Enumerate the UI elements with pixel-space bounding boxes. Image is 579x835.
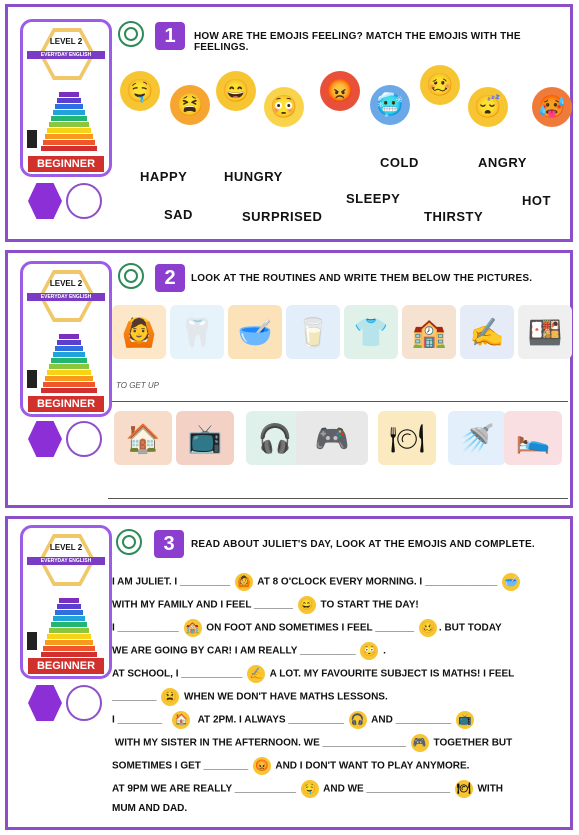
cold-face-icon[interactable]: 🥶 [370, 85, 410, 125]
feeling-word-angry[interactable]: ANGRY [478, 155, 527, 170]
everyday-english-banner: EVERYDAY ENGLISH [27, 51, 105, 59]
story-text-segment: AND WE _______________ [320, 783, 453, 795]
level-badge [20, 19, 112, 177]
stair-step [51, 116, 87, 121]
climber-icon [27, 370, 37, 388]
feeling-word-hot[interactable]: HOT [522, 193, 551, 208]
story-text-segment: AT SCHOOL, I ___________ [112, 668, 246, 680]
homework-icon: ✍ [460, 305, 514, 359]
story-text-segment: WITH [474, 783, 504, 795]
grinning-face-icon: 😄 [298, 596, 316, 614]
climber-icon [27, 130, 37, 148]
sleeping-girl-icon: 🛌 [504, 411, 562, 465]
lunch-box-icon: 🍱 [518, 305, 572, 359]
stair-step [55, 610, 83, 615]
story-line [112, 642, 386, 660]
school-icon: 🏫 [184, 619, 202, 637]
stairs-icon [41, 92, 97, 152]
house-icon: 🏠 [172, 711, 190, 729]
listening-music-icon: 🎧 [349, 711, 367, 729]
story-text-segment: ________ [112, 691, 160, 703]
flushed-face-icon[interactable]: 😳 [264, 87, 304, 127]
beginner-label: BEGINNER [28, 396, 104, 412]
stair-step [47, 128, 91, 133]
stair-step [45, 640, 93, 645]
level-label: LEVEL 2 [49, 543, 83, 552]
feeling-word-thirsty[interactable]: THIRSTY [424, 209, 484, 224]
tired-face-icon[interactable]: 😫 [170, 85, 210, 125]
section-2-panel [5, 250, 573, 508]
climber-icon [27, 632, 37, 650]
game-console-icon: 🎮 [411, 734, 429, 752]
stair-step [59, 334, 79, 339]
story-text-segment: . BUT TODAY [438, 622, 502, 634]
stair-step [55, 346, 83, 351]
waking-up-icon: 🙆 [112, 305, 166, 359]
stairs-icon [41, 334, 97, 394]
stair-step [41, 146, 97, 151]
story-line [112, 573, 522, 591]
everyday-english-banner: EVERYDAY ENGLISH [27, 293, 105, 301]
story-text-segment: AT 8 O'CLOCK EVERY MORNING. I _____________ [254, 576, 501, 588]
feeling-word-happy[interactable]: HAPPY [140, 169, 188, 184]
story-text-segment: AND I DON'T WANT TO PLAY ANYMORE. [272, 760, 470, 772]
story-text-segment: . [380, 645, 386, 657]
feeling-word-hungry[interactable]: HUNGRY [224, 169, 283, 184]
beginner-label: BEGINNER [28, 658, 104, 674]
instruction-text: HOW ARE THE EMOJIS FEELING? MATCH THE EMOJIS WITH THE FEELINGS. [194, 31, 521, 53]
story-line [112, 665, 514, 683]
section-3-panel [5, 516, 573, 830]
drooling-face-icon: 🤤 [301, 780, 319, 798]
exercise-number: 2 [155, 264, 185, 292]
stair-step [47, 370, 91, 375]
answer-line-1[interactable] [112, 401, 568, 402]
story-line [112, 734, 512, 752]
listening-music-icon: 🎧 [246, 411, 304, 465]
stair-step [57, 604, 81, 609]
stair-step [57, 340, 81, 345]
television-icon: 📺 [456, 711, 474, 729]
story-text-segment: TOGETHER BUT [430, 737, 513, 749]
stairs-icon [41, 598, 97, 658]
cereal-bowl-icon: 🥣 [502, 573, 520, 591]
stair-step [53, 110, 85, 115]
story-line [112, 803, 187, 814]
angry-face-icon: 😡 [253, 757, 271, 775]
story-text-segment: WE ARE GOING BY CAR! I AM REALLY __________ [112, 645, 359, 657]
section-1-panel [5, 4, 573, 242]
game-console-icon: 🎮 [296, 411, 368, 465]
story-line [112, 619, 502, 637]
level-badge [20, 261, 112, 417]
story-line [112, 780, 503, 798]
story-text-segment: WITH MY SISTER IN THE AFTERNOON. WE _______________ [112, 737, 409, 749]
dinner-night-icon: 🍽 [378, 411, 436, 465]
homework-icon: ✍ [247, 665, 265, 683]
tongue-out-face-icon: 🥴 [419, 619, 437, 637]
television-icon: 📺 [176, 411, 234, 465]
exercise-number: 1 [155, 22, 185, 50]
answer-line-2[interactable] [108, 498, 568, 499]
story-text-segment: WITH MY FAMILY AND I FEEL _______ [112, 599, 296, 611]
purple-hexagon-icon [28, 183, 62, 219]
instruction-text: READ ABOUT JULIET'S DAY, LOOK AT THE EMOJIS AND COMPLETE. [191, 539, 535, 550]
waking-up-icon: 🙆 [235, 573, 253, 591]
stair-step [49, 364, 89, 369]
stair-step [43, 646, 95, 651]
dinner-night-icon: 🍽 [455, 780, 473, 798]
purple-hexagon-icon [28, 685, 62, 721]
stair-step [47, 634, 91, 639]
stair-step [57, 98, 81, 103]
brushing-teeth-icon: 🦷 [170, 305, 224, 359]
story-text-segment: AT 9PM WE ARE REALLY ___________ [112, 783, 299, 795]
stair-step [45, 376, 93, 381]
tired-face-icon: 😫 [161, 688, 179, 706]
stair-step [51, 622, 87, 627]
milk-carton-icon: 🥛 [286, 305, 340, 359]
level-badge [20, 525, 112, 679]
hot-face-icon[interactable]: 🥵 [532, 87, 572, 127]
beginner-label: BEGINNER [28, 156, 104, 172]
stair-step [59, 598, 79, 603]
exercise-number: 3 [154, 530, 184, 558]
score-circle[interactable] [66, 183, 102, 219]
getting-dressed-icon: 👕 [344, 305, 398, 359]
story-text-segment: TO START THE DAY! [317, 599, 419, 611]
stair-step [51, 358, 87, 363]
level-label: LEVEL 2 [49, 279, 83, 288]
example-answer: TO GET UP [116, 381, 159, 390]
stair-step [53, 352, 85, 357]
score-circle[interactable] [66, 421, 102, 457]
maze-icon [116, 529, 142, 555]
grinning-face-icon[interactable]: 😄 [216, 71, 256, 111]
stair-step [43, 140, 95, 145]
story-text-segment: SOMETIMES I GET ________ [112, 760, 251, 772]
story-text-segment: ON FOOT AND SOMETIMES I FEEL _______ [203, 622, 417, 634]
story-text-segment: I AM JULIET. I _________ [112, 576, 233, 588]
flushed-face-icon: 😳 [360, 642, 378, 660]
drooling-face-icon[interactable]: 🤤 [120, 71, 160, 111]
stair-step [59, 92, 79, 97]
feeling-word-sad[interactable]: SAD [164, 207, 193, 222]
story-text-segment: MUM AND DAD. [112, 803, 188, 814]
cereal-bowl-icon: 🥣 [228, 305, 282, 359]
instruction-text: LOOK AT THE ROUTINES AND WRITE THEM BELOW THE PICTURES. [191, 273, 533, 284]
stair-step [55, 104, 83, 109]
feeling-word-cold[interactable]: COLD [380, 155, 419, 170]
story-text-segment: I ________ [112, 714, 171, 726]
maze-icon [118, 263, 144, 289]
angry-face-icon[interactable]: 😡 [320, 71, 360, 111]
stair-step [53, 616, 85, 621]
purple-hexagon-icon [28, 421, 62, 457]
tongue-out-face-icon[interactable]: 🥴 [420, 65, 460, 105]
story-text-segment: WHEN WE DON'T HAVE MATHS LESSONS. [181, 691, 388, 703]
stair-step [41, 652, 97, 657]
sleeping-face-icon[interactable]: 😴 [468, 87, 508, 127]
story-text-segment: A LOT. MY FAVOURITE SUBJECT IS MATHS! I FEEL [267, 668, 515, 680]
maze-icon [118, 21, 144, 47]
feeling-word-sleepy[interactable]: SLEEPY [346, 191, 401, 206]
shower-icon: 🚿 [448, 411, 506, 465]
story-text-segment: I ___________ [112, 622, 182, 634]
stair-step [43, 382, 95, 387]
story-line [112, 596, 419, 614]
stair-step [49, 122, 89, 127]
story-line [112, 711, 476, 729]
story-line [112, 757, 469, 775]
story-text-segment: AT 2PM. I ALWAYS __________ [192, 714, 347, 726]
story-line [112, 688, 388, 706]
feeling-word-surprised[interactable]: SURPRISED [242, 209, 323, 224]
stair-step [49, 628, 89, 633]
level-label: LEVEL 2 [49, 37, 83, 46]
stair-step [45, 134, 93, 139]
stair-step [41, 388, 97, 393]
school-icon: 🏫 [402, 305, 456, 359]
everyday-english-banner: EVERYDAY ENGLISH [27, 557, 105, 565]
house-icon: 🏠 [114, 411, 172, 465]
score-circle[interactable] [66, 685, 102, 721]
story-text-segment: AND __________ [368, 714, 454, 726]
